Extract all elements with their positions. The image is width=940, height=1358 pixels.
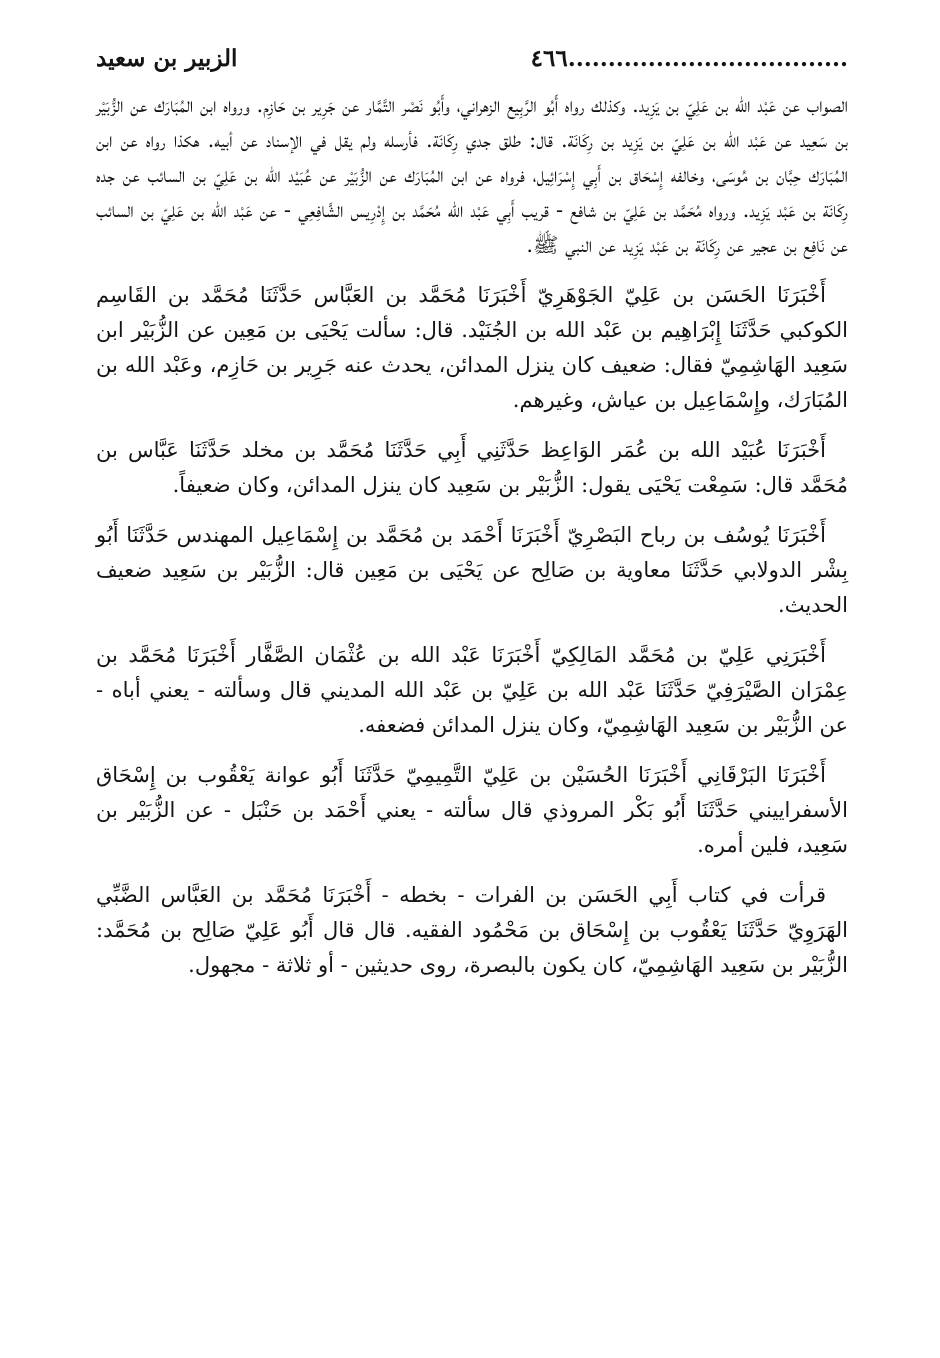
paragraph-7: قرأت في كتاب أَبِي الحَسَن بن الفرات - بخطه - أَخْبَرَنَا مُحَمَّد بن العَبَّاس الضَّبِّي الهَرَوِيّ حَدَّثَنَا يَعْقُوب بن إِسْحَاق بن مَحْمُود الفقيه. قال قال أَبُو عَلِيّ صَالِح بن مُحَمَّد: الزُّبَيْر بن سَعِيد الهَاشِمِيّ، كان يكون بالبصرة، روى حديثين - أو ثلاثة - مجهول.	[96, 883, 848, 977]
paragraph-2: أَخْبَرَنَا الحَسَن بن عَلِيّ الجَوْهَرِيّ أَخْبَرَنَا مُحَمَّد بن العَبَّاس حَدَّثَنَا مُحَمَّد بن القَاسِم الكوكبي حَدَّثَنَا إِبْرَاهِيم بن عَبْد الله بن الجُنَيْد. قال: سألت يَحْيَى بن مَعِين عن الزُّبَيْر ابن سَعِيد الهَاشِمِيّ فقال: ضعيف كان ينزل المدائن، يحدث عنه جَرِير بن حَازِم، وعَبْد الله بن المُبَارَك، وإِسْمَاعِيل بن عياش، وغيرهم.	[96, 283, 848, 412]
page-number: ٤٦٦	[530, 45, 568, 72]
paragraph-5: أَخْبَرَنِي عَلِيّ بن مُحَمَّد المَالِكِيّ أَخْبَرَنَا عَبْد الله بن عُثْمَان الصَّفَّار أَخْبَرَنَا مُحَمَّد بن عِمْرَان الصَّيْرَفِيّ حَدَّثَنَا عَبْد الله بن عَلِيّ بن عَبْد الله المديني قال وسألته - يعني أباه - عن الزُّبَيْر بن سَعِيد الهَاشِمِيّ، وكان ينزل المدائن فضعفه.	[96, 643, 848, 737]
body-text	[96, 88, 848, 983]
paragraph-3: أَخْبَرَنَا عُبَيْد الله بن عُمَر الوَاعِظ حَدَّثَنِي أَبِي حَدَّثَنَا مُحَمَّد بن مخلد حَدَّثَنَا عَبَّاس بن مُحَمَّد قال: سَمِعْت يَحْيَى يقول: الزُّبَيْر بن سَعِيد كان ينزل المدائن، وكان ضعيفاً.	[96, 438, 848, 497]
paragraph-6: أَخْبَرَنَا البَرْقَانِي أَخْبَرَنَا الحُسَيْن بن عَلِيّ التَّمِيمِيّ حَدَّثَنَا أَبُو عوانة يَعْقُوب بن إِسْحَاق الأسفراييني حَدَّثَنَا أَبُو بَكْر المروذي قال سألته - يعني أَحْمَد بن حَنْبَل - عن الزُّبَيْر بن سَعِيد، فلين أمره.	[96, 763, 848, 857]
paragraph-4: أَخْبَرَنَا يُوسُف بن رباح البَصْرِيّ أَخْبَرَنَا أَحْمَد بن مُحَمَّد بن إِسْمَاعِيل المهندس حَدَّثَنَا أَبُو بِشْر الدولابي حَدَّثَنَا معاوية بن صَالِح عن يَحْيَى بن مَعِين قال: الزُّبَيْر بن سَعِيد ضعيف الحديث.	[96, 523, 848, 617]
dot-leader: ...................................	[567, 45, 848, 72]
paragraph-1: الصواب عن عَبْد الله بن عَلِيّ بن يَزِيد. وكذلك رواه أَبُو الرَّبِيع الزهراني، وأَبُو نَصْر التَّمَّار عن جَرِير بن حَازِم. ورواه ابن المُبَارَك عن الزُّبَيْر بن سَعِيد عن عَبْد الله بن عَلِيّ بن يَزِيد بن رِكَانَة. قال: طلق جدي رِكَانَة. فأرسله ولم يقل في الإسناد عن أبيه. هكذا رواه عن ابن المُبَارَك حِبَّان بن مُوسَى، وخالفه إِسْحَاق بن أَبِي إِسْرَائِيل، فرواه عن ابن المُبَارَك عن الزُّبَيْر عن عُبَيْد الله بن عَلِيّ بن السائب عن جده رِكَانَة بن عَبْد يَزِيد. ورواه مُحَمَّد بن عَلِيّ بن شافع - قريب أَبِي عَبْد الله مُحَمَّد بن إِدْرِيس الشَّافِعِي - عن عَبْد الله بن عَلِيّ بن السائب عن نَافِع بن عجير عن رِكَانَة بن عَبْد يَزِيد عن النبي ﷺ.	[96, 93, 848, 257]
page-number-with-leader	[531, 40, 848, 78]
running-title: الزبير بن سعيد	[96, 45, 238, 72]
running-head	[96, 40, 848, 78]
book-page	[96, 40, 848, 998]
